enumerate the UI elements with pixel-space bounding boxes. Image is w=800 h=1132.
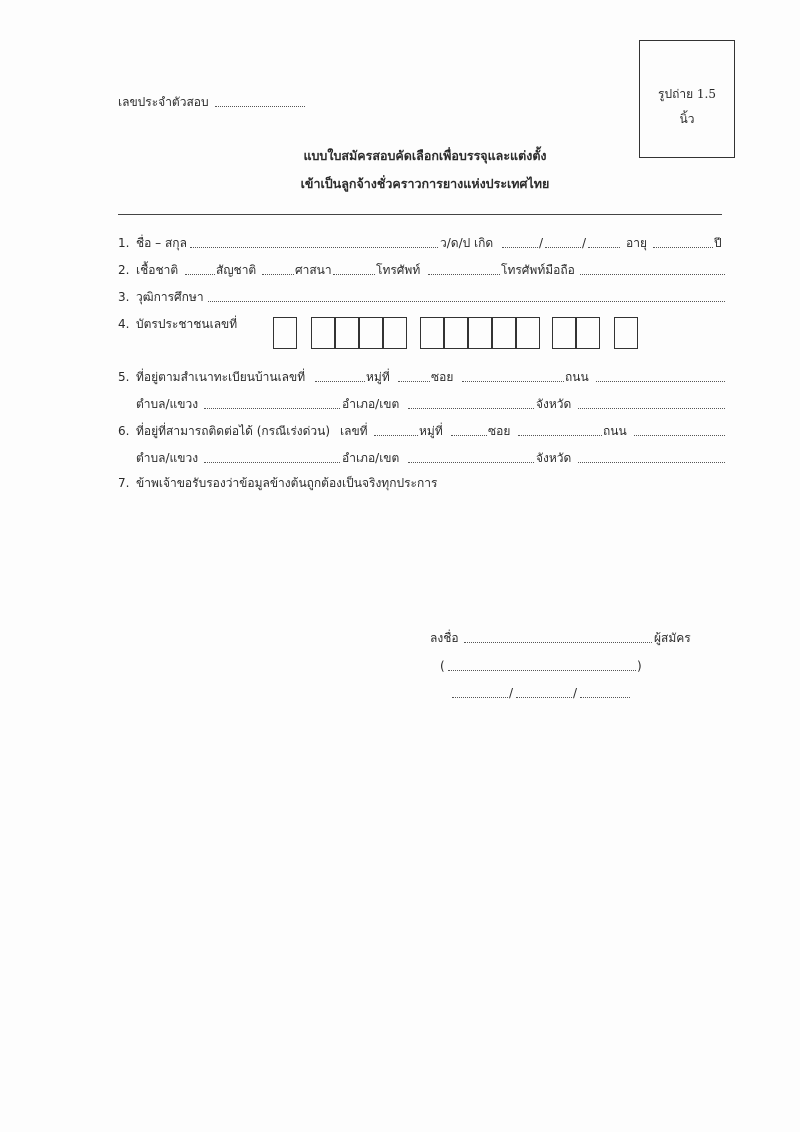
contact-moo-label: หมู่ที่	[419, 424, 443, 438]
religion-label: ศาสนา	[295, 263, 332, 277]
name-label: ชื่อ – สกุล	[136, 236, 187, 250]
mobile-label: โทรศัพท์มือถือ	[501, 263, 575, 277]
id-digit-box[interactable]	[311, 317, 335, 349]
dob-year-field[interactable]	[588, 247, 620, 248]
nationality-field[interactable]	[262, 274, 294, 275]
age-label: อายุ	[626, 236, 647, 250]
reg-soi-field[interactable]	[462, 381, 564, 382]
exam-id-field[interactable]	[215, 106, 305, 107]
reg-house-no-field[interactable]	[315, 381, 365, 382]
reg-moo-field[interactable]	[398, 381, 430, 382]
photo-unit-text: นิ้ว	[679, 112, 695, 126]
item-number-4: 4.	[118, 317, 130, 331]
id-digit-box[interactable]	[444, 317, 468, 349]
mobile-field[interactable]	[580, 274, 725, 275]
id-digit-box[interactable]	[552, 317, 576, 349]
dob-slash-1: /	[539, 236, 544, 250]
contact-address-label: ที่อยู่ที่สามารถติดต่อได้ (กรณีเร่งด่วน)	[136, 424, 331, 438]
id-digit-box[interactable]	[273, 317, 297, 349]
form-title-line2: เข้าเป็นลูกจ้างชั่วคราวการยางแห่งประเทศไทย	[300, 176, 550, 191]
dob-month-field[interactable]	[545, 247, 581, 248]
item-number-1: 1.	[118, 236, 130, 250]
age-field[interactable]	[653, 247, 713, 248]
dob-label: ว/ด/ป เกิด	[440, 236, 494, 250]
contact-road-field[interactable]	[634, 435, 725, 436]
photo-size-text: รูปถ่าย 1.5	[658, 87, 716, 101]
certify-text: ข้าพเจ้าขอรับรองว่าข้อมูลข้างต้นถูกต้องเป็นจริงทุกประการ	[136, 476, 438, 490]
id-digit-box[interactable]	[383, 317, 407, 349]
contact-province-field[interactable]	[578, 462, 725, 463]
contact-moo-field[interactable]	[451, 435, 487, 436]
contact-province-label: จังหวัด	[536, 451, 572, 465]
phone-field[interactable]	[428, 274, 500, 275]
education-label: วุฒิการศึกษา	[136, 290, 204, 304]
sign-date-day-field[interactable]	[452, 697, 508, 698]
contact-road-label: ถนน	[603, 424, 627, 438]
form-title-line1: แบบใบสมัครสอบคัดเลือกเพื่อบรรจุและแต่งตั้ง	[303, 148, 547, 163]
divider	[118, 214, 722, 215]
sign-date-month-field[interactable]	[516, 697, 572, 698]
close-paren: )	[637, 659, 642, 673]
id-digit-box[interactable]	[492, 317, 516, 349]
item-number-6: 6.	[118, 424, 130, 438]
contact-soi-label: ซอย	[488, 424, 511, 438]
reg-moo-label: หมู่ที่	[366, 370, 390, 384]
id-digit-box[interactable]	[468, 317, 492, 349]
open-paren: (	[440, 659, 445, 673]
id-digit-box[interactable]	[516, 317, 540, 349]
sign-date-slash-1: /	[509, 686, 514, 700]
id-digit-box[interactable]	[335, 317, 359, 349]
contact-house-no-field[interactable]	[374, 435, 418, 436]
reg-soi-label: ซอย	[431, 370, 454, 384]
year-unit: ปี	[714, 236, 722, 250]
id-card-label: บัตรประชาชนเลขที่	[136, 317, 238, 331]
reg-address-label: ที่อยู่ตามสำเนาทะเบียนบ้านเลขที่	[136, 370, 306, 384]
contact-district-label: อำเภอ/เขต	[342, 451, 400, 465]
name-field[interactable]	[190, 247, 438, 248]
id-digit-box[interactable]	[576, 317, 600, 349]
photo-box[interactable]	[639, 40, 735, 158]
reg-province-label: จังหวัด	[536, 397, 572, 411]
dob-slash-2: /	[582, 236, 587, 250]
contact-district-field[interactable]	[408, 462, 534, 463]
contact-house-no-label: เลขที่	[340, 424, 368, 438]
race-label: เชื้อชาติ	[136, 263, 179, 277]
id-digit-box[interactable]	[614, 317, 638, 349]
contact-subdistrict-field[interactable]	[204, 462, 340, 463]
id-digit-box[interactable]	[420, 317, 444, 349]
sign-date-year-field[interactable]	[580, 697, 630, 698]
race-field[interactable]	[185, 274, 215, 275]
reg-district-label: อำเภอ/เขต	[342, 397, 400, 411]
contact-soi-field[interactable]	[518, 435, 602, 436]
item-number-3: 3.	[118, 290, 130, 304]
item-number-7: 7.	[118, 476, 130, 490]
reg-subdistrict-field[interactable]	[204, 408, 340, 409]
education-field[interactable]	[208, 301, 725, 302]
signature-field[interactable]	[464, 642, 652, 643]
reg-province-field[interactable]	[578, 408, 725, 409]
sign-date-slash-2: /	[573, 686, 578, 700]
id-digit-box[interactable]	[359, 317, 383, 349]
phone-label: โทรศัพท์	[376, 263, 421, 277]
item-number-2: 2.	[118, 263, 130, 277]
contact-subdistrict-label: ตำบล/แขวง	[136, 451, 199, 465]
reg-road-field[interactable]	[596, 381, 725, 382]
nationality-label: สัญชาติ	[216, 263, 257, 277]
applicant-label: ผู้สมัคร	[654, 631, 691, 645]
reg-district-field[interactable]	[408, 408, 534, 409]
dob-day-field[interactable]	[502, 247, 538, 248]
reg-road-label: ถนน	[565, 370, 589, 384]
religion-field[interactable]	[333, 274, 375, 275]
sign-label: ลงชื่อ	[430, 631, 459, 645]
item-number-5: 5.	[118, 370, 130, 384]
printed-name-field[interactable]	[448, 670, 636, 671]
reg-subdistrict-label: ตำบล/แขวง	[136, 397, 199, 411]
exam-id-label: เลขประจำตัวสอบ	[118, 95, 209, 109]
